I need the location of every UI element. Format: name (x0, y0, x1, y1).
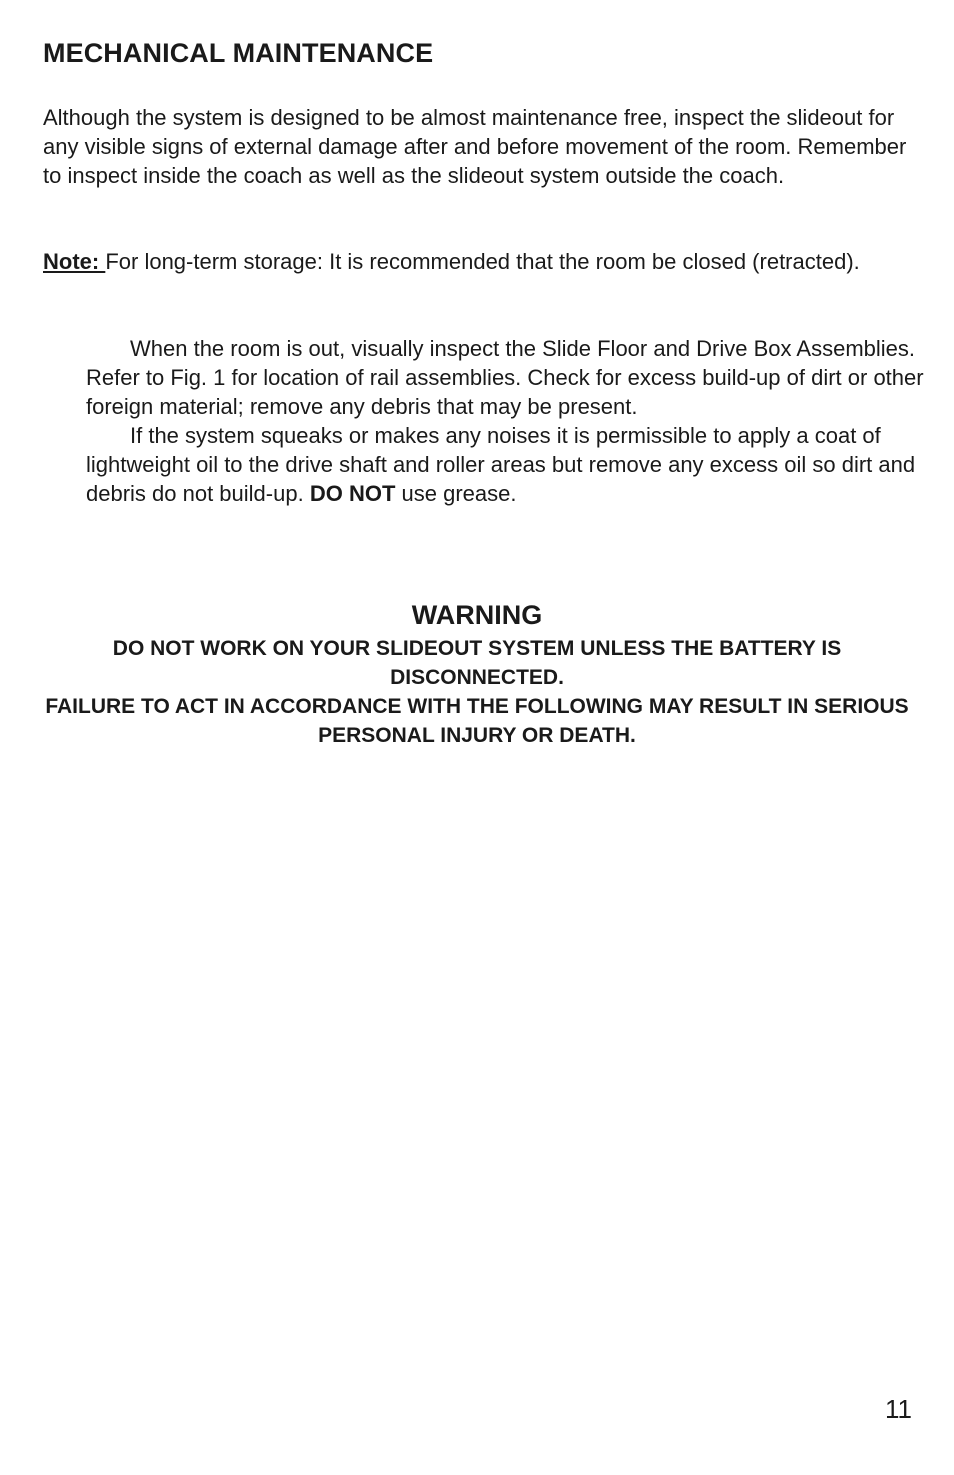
section-heading: MECHANICAL MAINTENANCE (43, 38, 434, 68)
lubrication-text: If the system squeaks or makes any noises it is permissible to apply a coat of lightweight oil to the drive shaft and roller areas but remove any excess oil so dirt and debris do not build-up. (86, 423, 916, 506)
note-paragraph (43, 247, 923, 276)
lubrication-paragraph (86, 421, 926, 508)
warning-battery-line: DO NOT WORK ON YOUR SLIDEOUT SYSTEM UNLESS THE BATTERY IS DISCONNECTED. (112, 637, 842, 689)
page-number: 11 (885, 1394, 912, 1424)
warning-title: WARNING (411, 600, 543, 630)
lubrication-tail: use grease. (395, 481, 517, 506)
note-label: Note: (43, 249, 106, 274)
note-text: For long-term storage: It is recommended that the room be closed (retracted). (105, 249, 860, 274)
warning-block (40, 598, 914, 750)
warning-injury-line: FAILURE TO ACT IN ACCORDANCE WITH THE FOLLOWING MAY RESULT IN SERIOUS PERSONAL INJURY OR DEATH. (45, 695, 909, 747)
intro-paragraph: Although the system is designed to be almost maintenance free, inspect the slideout for any visible signs of external damage after and before movement of the room. Remember to inspect inside the coach as well as the slideout system outside the coach. (43, 105, 907, 188)
inspection-instructions (86, 334, 926, 508)
inspection-paragraph: When the room is out, visually inspect the Slide Floor and Drive Box Assemblies. Refer to Fig. 1 for location of rail assemblies. Check for excess build-up of dirt or other foreign material; remove any debris that may be present. (86, 336, 924, 419)
do-not-emphasis: DO NOT (309, 481, 396, 506)
